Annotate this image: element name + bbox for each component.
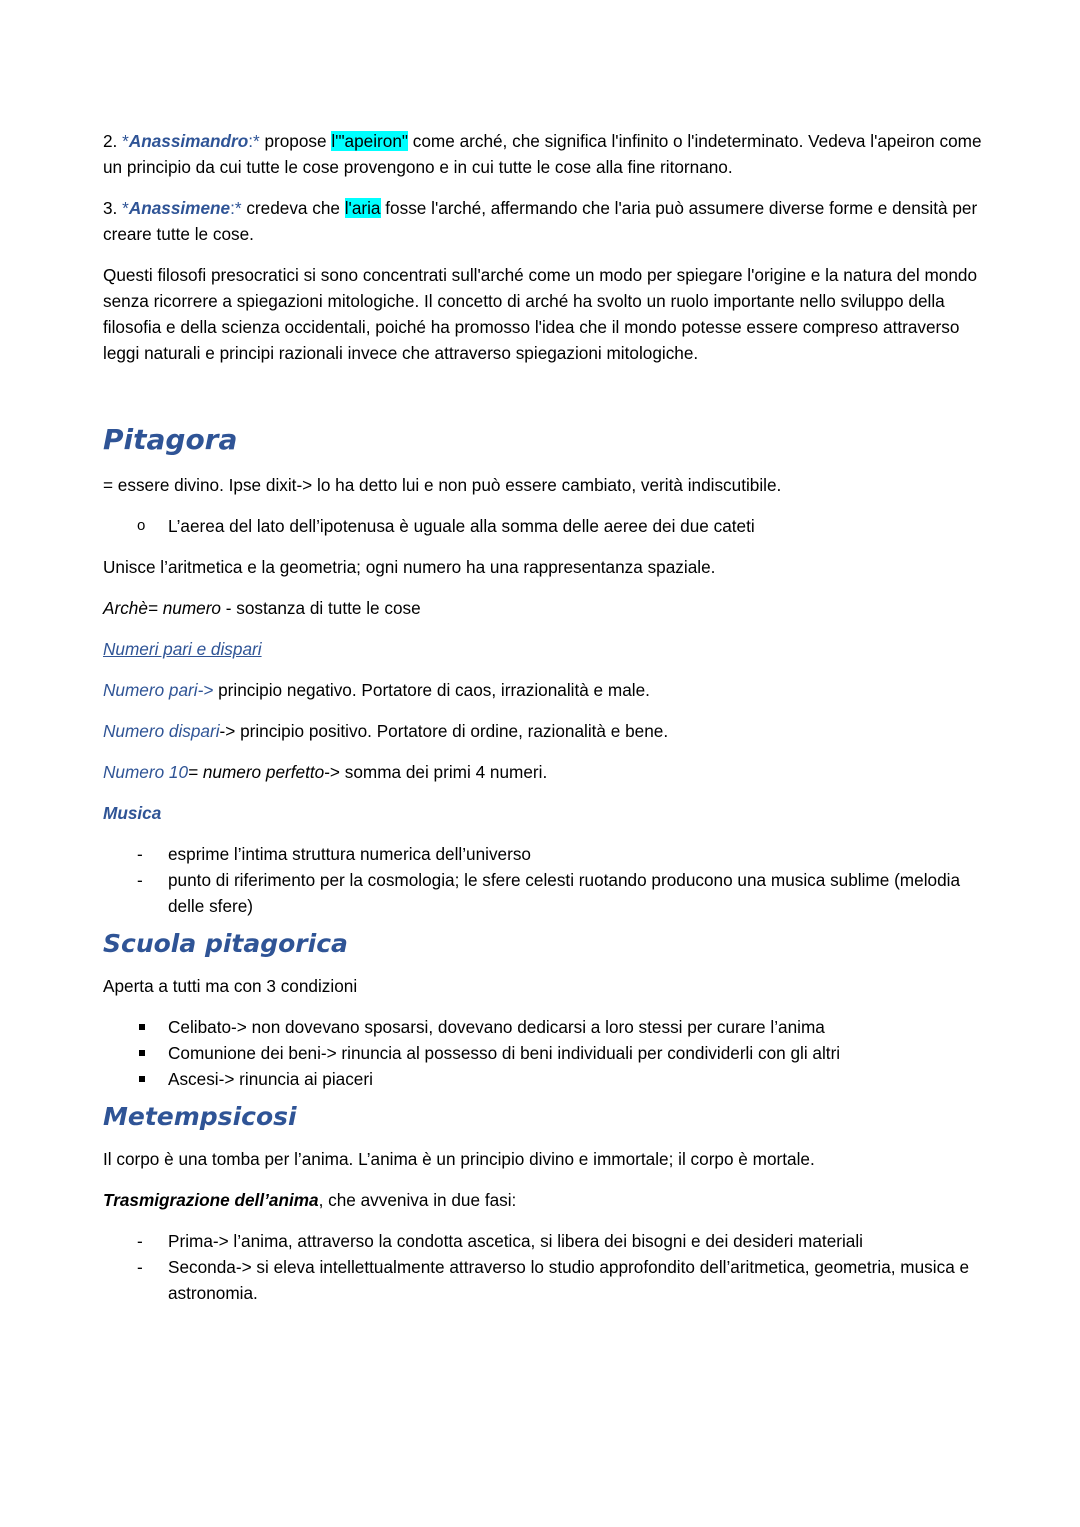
item-number: 2. [103,131,123,151]
numero-pari-label: Numero pari-> [103,680,214,700]
text-before: propose [259,131,332,151]
anassimene-paragraph [103,195,983,247]
list-item-text: esprime l’intima struttura numerica dell’universo [168,844,531,864]
pitagora-heading: Pitagora [103,423,238,456]
list-item [103,867,983,919]
square-bullet-icon [139,1024,145,1030]
arche-label: Archè= numero [103,598,221,618]
arche-rest: - sostanza di tutte le cose [221,598,421,618]
circle-bullet-icon: o [137,517,146,534]
list-item [103,1254,983,1306]
metempsicosi-line1: Il corpo è una tomba per l’anima. L’anima è un principio divino e immortale; il corpo è mortale. [103,1149,815,1169]
philosopher-name: Anassimene [128,198,231,218]
numero-dieci-mid: = numero perfetto [188,762,325,782]
numeri-link-line [103,636,983,662]
trasmigrazione-rest: , che avveniva in due fasi: [318,1190,517,1210]
metempsicosi-list [103,1228,983,1306]
numero-dispari-label: Numero dispari [103,721,220,741]
musica-heading: Musica [103,803,162,823]
list-item [103,513,983,539]
scuola-intro: Aperta a tutti ma con 3 condizioni [103,976,358,996]
document-page [103,128,983,1306]
list-item-text: Celibato-> non dovevano sposarsi, dovevano dedicarsi a loro stessi per curare l’anima [168,1017,825,1037]
anassimandro-paragraph [103,128,983,180]
dash-bullet-icon: - [137,870,143,890]
list-item [103,841,983,867]
numero-pari-text: principio negativo. Portatore di caos, irrazionalità e male. [213,680,650,700]
item-number: 3. [103,198,123,218]
dash-bullet-icon: - [137,844,143,864]
scuola-list [103,1014,983,1092]
dash-bullet-icon: - [137,1257,143,1277]
star-open: * [122,198,129,218]
numero-dieci-text: -> somma dei primi 4 numeri. [324,762,548,782]
philosopher-name: Anassimandro [128,131,249,151]
highlighted-term: l'"apeiron" [331,131,408,151]
numero-pari-line [103,677,983,703]
pitagora-bullet-list [103,513,983,539]
numero-dieci-line [103,759,983,785]
pitagora-line1: = essere divino. Ipse dixit-> lo ha detto lui e non può essere cambiato, verità indiscutibile. [103,475,782,495]
square-bullet-icon [139,1050,145,1056]
musica-list [103,841,983,919]
list-item-text: Ascesi-> rinuncia ai piaceri [168,1069,373,1089]
list-item-text: Seconda-> si eleva intellettualmente attraverso lo studio approfondito dell’aritmetica, geometria, musica e astronomia. [168,1257,970,1303]
scuola-heading: Scuola pitagorica [103,929,348,958]
list-item-text: Prima-> l’anima, attraverso la condotta ascetica, si libera dei bisogni e dei desideri materiali [168,1231,863,1251]
list-item-text: L’aerea del lato dell’ipotenusa è uguale alla somma delle aeree dei due cateti [168,516,755,536]
trasmigrazione-label: Trasmigrazione dell’anima [103,1190,319,1210]
star-close: :* [230,198,242,218]
numero-dieci-label: Numero 10 [103,762,189,782]
pitagora-line2: Unisce l’aritmetica e la geometria; ogni numero ha una rappresentanza spaziale. [103,557,716,577]
trasmigrazione-line [103,1187,983,1213]
list-item [103,1228,983,1254]
text-after: fosse l'arché, affermando che l'aria può assumere diverse forme e densità per creare tutte le cose. [103,198,978,244]
star-close: :* [248,131,260,151]
highlighted-term: l'aria [344,198,381,218]
list-item-text: punto di riferimento per la cosmologia; le sfere celesti ruotando producono una musica sublime (melodia delle sfere) [168,870,961,916]
dash-bullet-icon: - [137,1231,143,1251]
star-open: * [122,131,129,151]
numero-dispari-line [103,718,983,744]
summary-paragraph: Questi filosofi presocratici si sono concentrati sull'arché come un modo per spiegare l'origine e la natura del mondo senza ricorrere a spiegazioni mitologiche. Il concetto di arché ha svolto un ruolo importante nello sviluppo della filosofia e della scienza occidentali, poiché ha promosso l'idea che il mondo potesse essere compreso attraverso leggi naturali e principi razionali invece che attraverso spiegazioni mitologiche. [103,265,978,363]
arche-line [103,595,983,621]
text-after: come arché, che significa l'infinito o l'indeterminato. Vedeva l'apeiron come un principio da cui tutte le cose provengono e in cui tutte le cose alla fine ritornano. [103,131,982,177]
square-bullet-icon [139,1076,145,1082]
list-item [103,1014,983,1040]
numero-dispari-text: -> principio positivo. Portatore di ordine, razionalità e bene. [219,721,669,741]
list-item-text: Comunione dei beni-> rinuncia al possesso di beni individuali per condividerli con gli altri [168,1043,841,1063]
text-before: credeva che [241,198,345,218]
metempsicosi-heading: Metempsicosi [103,1102,297,1131]
list-item [103,1066,983,1092]
numeri-pari-dispari-link[interactable]: Numeri pari e dispari [103,639,262,659]
list-item [103,1040,983,1066]
